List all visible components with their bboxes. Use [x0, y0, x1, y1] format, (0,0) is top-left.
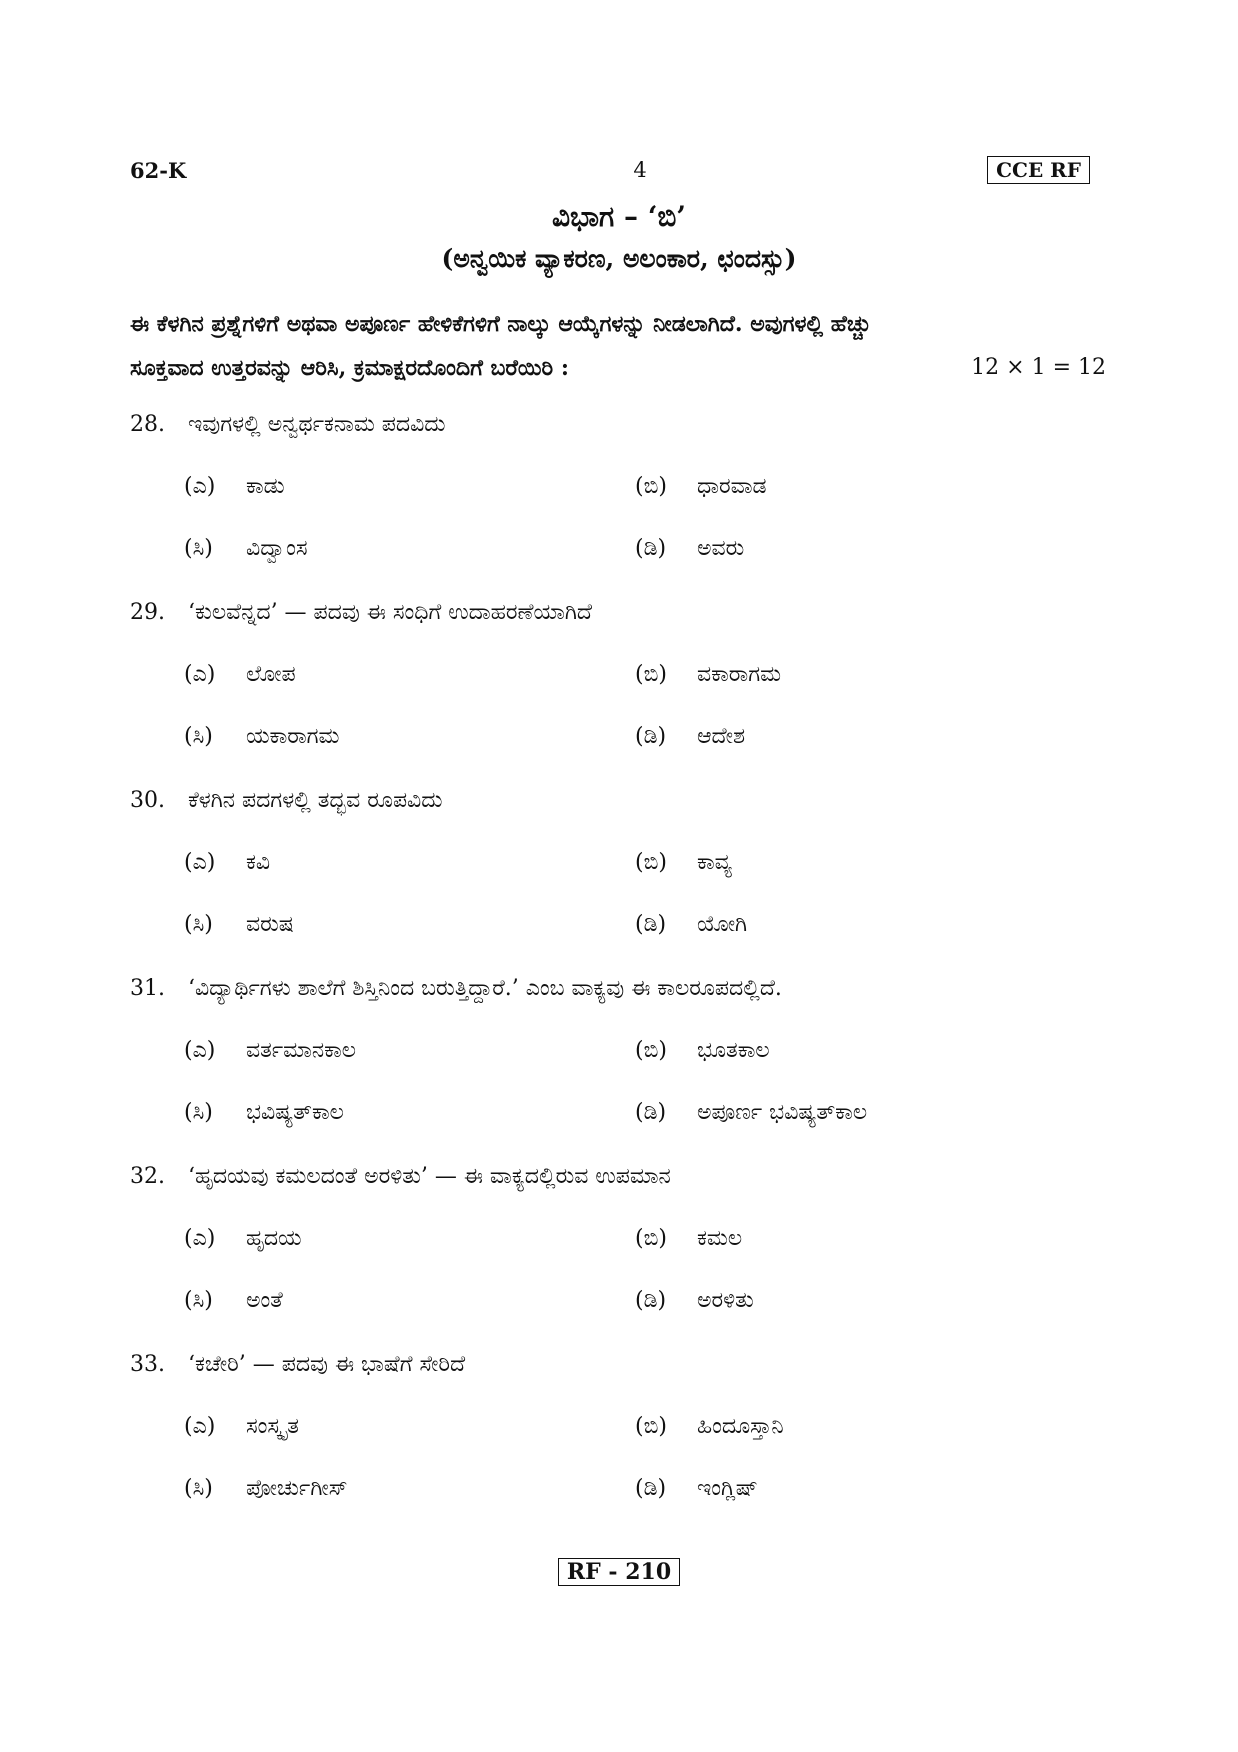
- question-text: ‘ಹೃದಯವು ಕಮಲದಂತೆ ಅರಳಿತು’ — ಈ ವಾಕ್ಯದಲ್ಲಿರುವ ಉಪಮಾನ: [188, 1164, 671, 1189]
- option-d: [635, 912, 747, 937]
- question-number: 31.: [130, 976, 165, 1001]
- option-label: (ಬಿ): [635, 850, 667, 875]
- question-number: 32.: [130, 1164, 165, 1189]
- option-d: [635, 1288, 754, 1313]
- option-text: ವಿದ್ವಾಂಸ: [246, 536, 308, 561]
- option-label: (ಡಿ): [635, 1476, 667, 1501]
- option-b: [635, 1414, 784, 1439]
- option-text: ವಕಾರಾಗಮ: [697, 662, 782, 687]
- question-list: [130, 412, 1106, 1540]
- marks-allocation: 12 × 1 = 12: [971, 355, 1106, 380]
- paper-code: 62-K: [130, 158, 187, 183]
- option-d: [635, 536, 744, 561]
- option-text: ಅರಳಿತು: [697, 1288, 754, 1313]
- option-label: (ಡಿ): [635, 912, 667, 937]
- option-text: ವರುಷ: [246, 912, 294, 937]
- option-label: (ಬಿ): [635, 1414, 667, 1439]
- question-31: [130, 976, 1106, 1164]
- option-text: ಧಾರವಾಡ: [697, 474, 767, 499]
- option-b: [635, 662, 781, 687]
- option-c: [184, 1100, 344, 1125]
- option-c: [184, 724, 339, 749]
- option-label: (ಬಿ): [635, 1226, 667, 1251]
- option-label: (ಡಿ): [635, 536, 667, 561]
- option-label: (ಸಿ): [184, 536, 213, 561]
- option-label: (ಎ): [184, 1414, 216, 1439]
- question-text: ‘ವಿದ್ಯಾರ್ಥಿಗಳು ಶಾಲೆಗೆ ಶಿಸ್ತಿನಿಂದ ಬರುತ್ತಿದ್ದಾರೆ.’ ಎಂಬ ವಾಕ್ಯವು ಈ ಕಾಲರೂಪದಲ್ಲಿದೆ.: [188, 976, 782, 1001]
- question-stem: [130, 1352, 465, 1377]
- option-text: ಹಿಂದೂಸ್ತಾನಿ: [697, 1414, 784, 1439]
- option-d: [635, 1100, 867, 1125]
- option-label: (ಸಿ): [184, 724, 213, 749]
- option-label: (ಎ): [184, 850, 216, 875]
- option-d: [635, 1476, 758, 1501]
- option-text: ಇಂಗ್ಲಿಷ್: [697, 1476, 758, 1501]
- option-text: ಲೋಪ: [246, 662, 296, 687]
- option-a: [184, 474, 285, 499]
- option-label: (ಎ): [184, 662, 216, 687]
- instructions-line-2: ಸೂಕ್ತವಾದ ಉತ್ತರವನ್ನು ಆರಿಸಿ, ಕ್ರಮಾಕ್ಷರದೊಂದಿಗೆ ಬರೆಯಿರಿ :: [130, 355, 569, 381]
- option-text: ಕಾಡು: [246, 474, 285, 499]
- option-text: ಆದೇಶ: [697, 724, 746, 749]
- option-c: [184, 912, 294, 937]
- option-label: (ಸಿ): [184, 912, 213, 937]
- question-number: 29.: [130, 600, 165, 625]
- section-subtitle: (ಅನ್ವಯಿಕ ವ್ಯಾಕರಣ, ಅಲಂಕಾರ, ಛಂದಸ್ಸು): [441, 244, 797, 273]
- option-text: ಅಪೂರ್ಣ ಭವಿಷ್ಯತ್‌ಕಾಲ: [697, 1100, 868, 1125]
- question-stem: [130, 412, 446, 437]
- page-footer: [0, 1558, 1238, 1586]
- option-a: [184, 1414, 299, 1439]
- option-text: ಪೋರ್ಚುಗೀಸ್: [246, 1476, 348, 1501]
- question-stem: [130, 600, 592, 625]
- option-c: [184, 536, 308, 561]
- section-title: ವಿಭಾಗ – ‘ಬಿ’: [551, 200, 687, 233]
- option-text: ಕಮಲ: [697, 1226, 743, 1251]
- option-b: [635, 474, 767, 499]
- option-d: [635, 724, 745, 749]
- option-label: (ಸಿ): [184, 1476, 213, 1501]
- option-c: [184, 1288, 283, 1313]
- option-a: [184, 850, 270, 875]
- option-label: (ಡಿ): [635, 1100, 667, 1125]
- question-text: ‘ಕಚೇರಿ’ — ಪದವು ಈ ಭಾಷೆಗೆ ಸೇರಿದೆ: [188, 1352, 466, 1377]
- footer-code-badge: RF - 210: [558, 1558, 680, 1586]
- instructions-line-2-wrap: [130, 346, 1106, 390]
- option-label: (ಬಿ): [635, 474, 667, 499]
- page-header: [130, 158, 1090, 194]
- question-30: [130, 788, 1106, 976]
- option-label: (ಎ): [184, 1038, 216, 1063]
- option-text: ಭೂತಕಾಲ: [697, 1038, 770, 1063]
- option-a: [184, 1038, 356, 1063]
- option-c: [184, 1476, 348, 1501]
- option-label: (ಬಿ): [635, 662, 667, 687]
- option-label: (ಬಿ): [635, 1038, 667, 1063]
- option-text: ಸಂಸ್ಕೃತ: [246, 1414, 299, 1439]
- option-text: ಹೃದಯ: [246, 1226, 302, 1251]
- instructions: [130, 302, 1106, 390]
- question-text: ಇವುಗಳಲ್ಲಿ ಅನ್ವರ್ಥಕನಾಮ ಪದವಿದು: [188, 412, 446, 437]
- option-label: (ಡಿ): [635, 724, 667, 749]
- option-text: ಯಕಾರಾಗಮ: [246, 724, 340, 749]
- option-text: ಅಂತೆ: [246, 1288, 283, 1313]
- question-number: 33.: [130, 1352, 165, 1377]
- page-number: 4: [633, 158, 647, 182]
- question-stem: [130, 1164, 671, 1189]
- option-b: [635, 850, 732, 875]
- question-stem: [130, 788, 442, 813]
- question-29: [130, 600, 1106, 788]
- exam-code-badge: CCE RF: [987, 156, 1090, 184]
- option-label: (ಸಿ): [184, 1100, 213, 1125]
- question-28: [130, 412, 1106, 600]
- option-label: (ಡಿ): [635, 1288, 667, 1313]
- question-33: [130, 1352, 1106, 1540]
- option-b: [635, 1038, 770, 1063]
- option-b: [635, 1226, 742, 1251]
- question-number: 30.: [130, 788, 165, 813]
- option-text: ಕವಿ: [246, 850, 271, 875]
- option-text: ಭವಿಷ್ಯತ್‌ಕಾಲ: [246, 1100, 344, 1125]
- question-stem: [130, 976, 782, 1001]
- option-label: (ಎ): [184, 474, 216, 499]
- option-label: (ಸಿ): [184, 1288, 213, 1313]
- question-text: ‘ಕುಲವೆನ್ನದ’ — ಪದವು ಈ ಸಂಧಿಗೆ ಉದಾಹರಣೆಯಾಗಿದೆ: [188, 600, 592, 625]
- option-a: [184, 1226, 302, 1251]
- question-32: [130, 1164, 1106, 1352]
- instructions-line-1: ಈ ಕೆಳಗಿನ ಪ್ರಶ್ನೆಗಳಿಗೆ ಅಥವಾ ಅಪೂರ್ಣ ಹೇಳಿಕೆಗಳಿಗೆ ನಾಲ್ಕು ಆಯ್ಕೆಗಳನ್ನು ನೀಡಲಾಗಿದೆ. ಅವುಗಳಲ್ಲಿ ಹೆಚ್ಚು: [130, 311, 872, 337]
- option-label: (ಎ): [184, 1226, 216, 1251]
- option-text: ಅವರು: [697, 536, 745, 561]
- question-number: 28.: [130, 412, 165, 437]
- option-a: [184, 662, 296, 687]
- option-text: ಯೋಗಿ: [697, 912, 748, 937]
- question-text: ಕೆಳಗಿನ ಪದಗಳಲ್ಲಿ ತದ್ಭವ ರೂಪವಿದು: [188, 788, 443, 813]
- option-text: ವರ್ತಮಾನಕಾಲ: [246, 1038, 357, 1063]
- option-text: ಕಾವ್ಯ: [697, 850, 732, 875]
